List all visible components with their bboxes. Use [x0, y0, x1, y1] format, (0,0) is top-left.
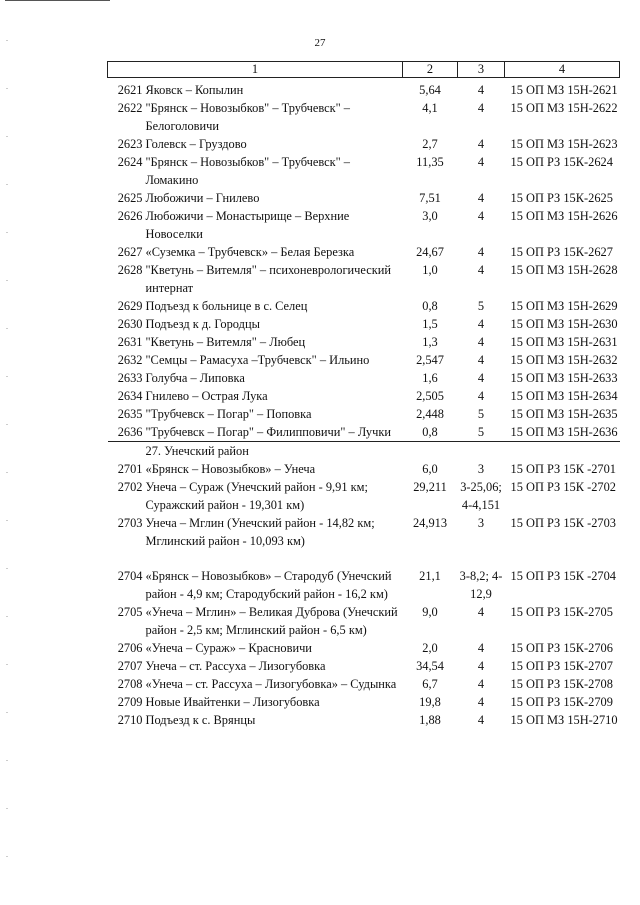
row-number: 2635 — [117, 407, 143, 421]
road-category: 4 — [477, 713, 485, 727]
road-code: 15 ОП МЗ 15Н-2626 — [510, 209, 618, 223]
road-length: 19,8 — [419, 695, 441, 709]
road-name: Унеча – Мглин (Унечский район - 14,82 км; Мглинский район - 10,093 км) — [145, 516, 375, 548]
header-col-4: 4 — [505, 62, 620, 78]
road-name: Подъезд к с. Врянцы — [145, 713, 256, 727]
road-category: 4 — [477, 245, 485, 259]
road-code: 15 ОП МЗ 15Н-2623 — [510, 137, 618, 151]
road-category: 4 — [477, 389, 485, 403]
table-row — [108, 189, 620, 207]
row-number: 2702 — [117, 480, 143, 494]
road-code: 15 ОП МЗ 15Н-2634 — [510, 389, 618, 403]
road-length: 9,0 — [422, 605, 438, 619]
top-rule — [5, 0, 110, 1]
road-length: 5,64 — [419, 83, 441, 97]
road-code: 15 ОП РЗ 15К-2709 — [510, 695, 613, 709]
row-number: 2710 — [117, 713, 143, 727]
road-name: Любожичи – Монастырище – Верхние Новоселки — [145, 209, 350, 241]
row-number: 2636 — [117, 425, 143, 439]
row-number: 2707 — [117, 659, 143, 673]
road-name: "Кветунь – Витемля" – психоневрологический интернат — [145, 263, 392, 295]
table-row — [108, 675, 620, 693]
road-name: Унеча – ст. Рассуха – Лизогубовка — [145, 659, 326, 673]
road-category: 5 — [477, 407, 485, 421]
road-code: 15 ОП РЗ 15К -2703 — [510, 516, 617, 530]
table-row — [108, 207, 620, 243]
road-code: 15 ОП МЗ 15Н-2636 — [510, 425, 618, 439]
road-code: 15 ОП РЗ 15К-2705 — [510, 605, 613, 619]
row-number: 2631 — [117, 335, 143, 349]
table-row — [108, 99, 620, 135]
road-category: 4 — [477, 263, 485, 277]
road-name: «Унеча – Сураж» – Красновичи — [145, 641, 312, 655]
road-length: 0,8 — [422, 299, 438, 313]
header-col-2: 2 — [403, 62, 458, 78]
road-length: 2,0 — [422, 641, 438, 655]
page-number: 27 — [314, 37, 326, 49]
row-number: 2630 — [117, 317, 143, 331]
road-name: «Унеча – Мглин» – Великая Дуброва (Унечский район - 2,5 км; Мглинский район - 6,5 км) — [145, 605, 398, 637]
table-row — [108, 333, 620, 351]
road-length: 24,67 — [416, 245, 444, 259]
road-code: 15 ОП МЗ 15Н-2629 — [510, 299, 618, 313]
header-col-3: 3 — [458, 62, 505, 78]
road-name: "Трубчевск – Погар" – Филипповичи" – Лучки — [145, 425, 391, 439]
row-number: 2708 — [117, 677, 143, 691]
road-code: 15 ОП РЗ 15К-2625 — [510, 191, 613, 205]
road-length: 2,505 — [416, 389, 444, 403]
road-length: 3,0 — [422, 209, 438, 223]
road-code: 15 ОП МЗ 15Н-2628 — [510, 263, 618, 277]
road-category: 4 — [477, 83, 485, 97]
table-row — [108, 153, 620, 189]
section-title: 27. Унечский район — [146, 442, 620, 461]
road-length: 2,547 — [416, 353, 444, 367]
table-row — [108, 693, 620, 711]
table-row — [108, 315, 620, 333]
table-row — [108, 261, 620, 297]
road-code: 15 ОП МЗ 15Н-2630 — [510, 317, 618, 331]
road-category: 4 — [477, 335, 485, 349]
row-number: 2633 — [117, 371, 143, 385]
table-row — [108, 639, 620, 657]
road-name: Любожичи – Гнилево — [145, 191, 260, 205]
road-category: 4 — [477, 137, 485, 151]
row-number: 2704 — [117, 569, 143, 583]
row-number: 2624 — [117, 155, 143, 169]
row-number: 2632 — [117, 353, 143, 367]
road-length: 1,0 — [422, 263, 438, 277]
section-row — [108, 442, 620, 461]
road-name: Новые Ивайтенки – Лизогубовка — [145, 695, 320, 709]
table-row — [108, 78, 620, 100]
road-code: 15 ОП РЗ 15К -2701 — [510, 462, 617, 476]
road-length: 21,1 — [419, 569, 441, 583]
road-category: 4 — [477, 371, 485, 385]
row-number: 2625 — [117, 191, 143, 205]
table-row — [108, 711, 620, 729]
row-number: 2706 — [117, 641, 143, 655]
road-name: Гнилево – Острая Лука — [145, 389, 268, 403]
road-length: 2,7 — [422, 137, 438, 151]
road-category: 3 — [477, 516, 485, 530]
table-row — [108, 478, 620, 514]
row-number: 2622 — [117, 101, 143, 115]
road-category: 4 — [477, 353, 485, 367]
road-category: 4 — [477, 191, 485, 205]
road-category: 4 — [477, 155, 485, 169]
road-code: 15 ОП РЗ 15К-2706 — [510, 641, 613, 655]
row-number: 2628 — [117, 263, 143, 277]
road-length: 4,1 — [422, 101, 438, 115]
road-name: Подъезд к д. Городцы — [145, 317, 260, 331]
row-number: 2629 — [117, 299, 143, 313]
road-name: "Семцы – Рамасуха –Трубчевск" – Ильино — [145, 353, 370, 367]
road-category: 4 — [477, 659, 485, 673]
road-length: 0,8 — [422, 425, 438, 439]
road-length: 6,7 — [422, 677, 438, 691]
row-number: 2703 — [117, 516, 143, 530]
road-category: 3 — [477, 462, 485, 476]
road-length: 11,35 — [416, 155, 444, 169]
road-category: 3-25,06; 4-4,151 — [460, 480, 502, 512]
table-header-row — [108, 62, 620, 78]
road-name: Голубча – Липовка — [145, 371, 245, 385]
road-length: 1,6 — [422, 371, 438, 385]
road-code: 15 ОП РЗ 15К -2704 — [510, 569, 617, 583]
road-length: 6,0 — [422, 462, 438, 476]
table-row — [108, 351, 620, 369]
road-name: Яковск – Копылин — [145, 83, 244, 97]
road-name: "Кветунь – Витемля" – Любец — [145, 335, 306, 349]
road-name: «Суземка – Трубчевск» – Белая Березка — [145, 245, 355, 259]
row-number: 2621 — [117, 83, 143, 97]
road-code: 15 ОП МЗ 15Н-2622 — [510, 101, 618, 115]
row-number: 2626 — [117, 209, 143, 223]
row-number: 2705 — [117, 605, 143, 619]
table-row — [108, 405, 620, 423]
road-code: 15 ОП МЗ 15Н-2633 — [510, 371, 618, 385]
road-name: Унеча – Сураж (Унечский район - 9,91 км; Суражский район - 19,301 км) — [145, 480, 368, 512]
row-number: 2709 — [117, 695, 143, 709]
road-category: 5 — [477, 425, 485, 439]
road-code: 15 ОП РЗ 15К-2627 — [510, 245, 613, 259]
road-category: 4 — [477, 695, 485, 709]
table-row — [108, 603, 620, 639]
road-name: «Брянск – Новозыбков» – Унеча — [145, 462, 316, 476]
table-row — [108, 297, 620, 315]
road-code: 15 ОП МЗ 15Н-2631 — [510, 335, 618, 349]
road-name: Голевск – Груздово — [145, 137, 247, 151]
road-name: Подъезд к больнице в с. Селец — [145, 299, 308, 313]
road-code: 15 ОП МЗ 15Н-2635 — [510, 407, 618, 421]
roads-table — [107, 61, 620, 729]
road-length: 24,913 — [412, 516, 448, 530]
table-row — [108, 514, 620, 567]
road-category: 3-8,2; 4-12,9 — [459, 569, 503, 601]
table-row — [108, 657, 620, 675]
road-category: 4 — [477, 317, 485, 331]
road-code: 15 ОП МЗ 15Н-2621 — [510, 83, 618, 97]
road-name: «Унеча – ст. Рассуха – Лизогубовка» – Судынка — [145, 677, 397, 691]
table-row — [108, 135, 620, 153]
road-code: 15 ОП РЗ 15К -2702 — [510, 480, 617, 494]
road-length: 1,88 — [419, 713, 441, 727]
row-number: 2701 — [117, 462, 143, 476]
road-code: 15 ОП РЗ 15К-2707 — [510, 659, 613, 673]
road-category: 4 — [477, 209, 485, 223]
road-code: 15 ОП РЗ 15К-2624 — [510, 155, 613, 169]
road-code: 15 ОП РЗ 15К-2708 — [510, 677, 613, 691]
row-number: 2627 — [117, 245, 143, 259]
margin-dots — [6, 40, 8, 870]
table-row — [108, 460, 620, 478]
road-length: 34,54 — [416, 659, 444, 673]
road-category: 4 — [477, 101, 485, 115]
road-length: 29,211 — [413, 480, 447, 494]
road-length: 2,448 — [416, 407, 444, 421]
road-category: 4 — [477, 641, 485, 655]
road-length: 1,5 — [422, 317, 438, 331]
row-number: 2623 — [117, 137, 143, 151]
road-category: 4 — [477, 677, 485, 691]
table-row — [108, 423, 620, 442]
road-length: 1,3 — [422, 335, 438, 349]
road-code: 15 ОП МЗ 15Н-2710 — [510, 713, 618, 727]
road-category: 4 — [477, 605, 485, 619]
table-row — [108, 369, 620, 387]
table-row — [108, 567, 620, 603]
row-number: 2634 — [117, 389, 143, 403]
road-category: 5 — [477, 299, 485, 313]
table-row — [108, 243, 620, 261]
table-row — [108, 387, 620, 405]
road-name: "Брянск – Новозыбков" – Трубчевск" – Белоголовичи — [145, 101, 350, 133]
road-name: «Брянск – Новозыбков» – Стародуб (Унечский район - 4,9 км; Стародубский район - 16,2 км) — [145, 569, 392, 601]
header-col-1: 1 — [108, 62, 403, 78]
road-name: "Брянск – Новозыбков" – Трубчевск" – Ломакино — [145, 155, 350, 187]
road-code: 15 ОП МЗ 15Н-2632 — [510, 353, 618, 367]
road-length: 7,51 — [419, 191, 441, 205]
road-name: "Трубчевск – Погар" – Поповка — [145, 407, 312, 421]
